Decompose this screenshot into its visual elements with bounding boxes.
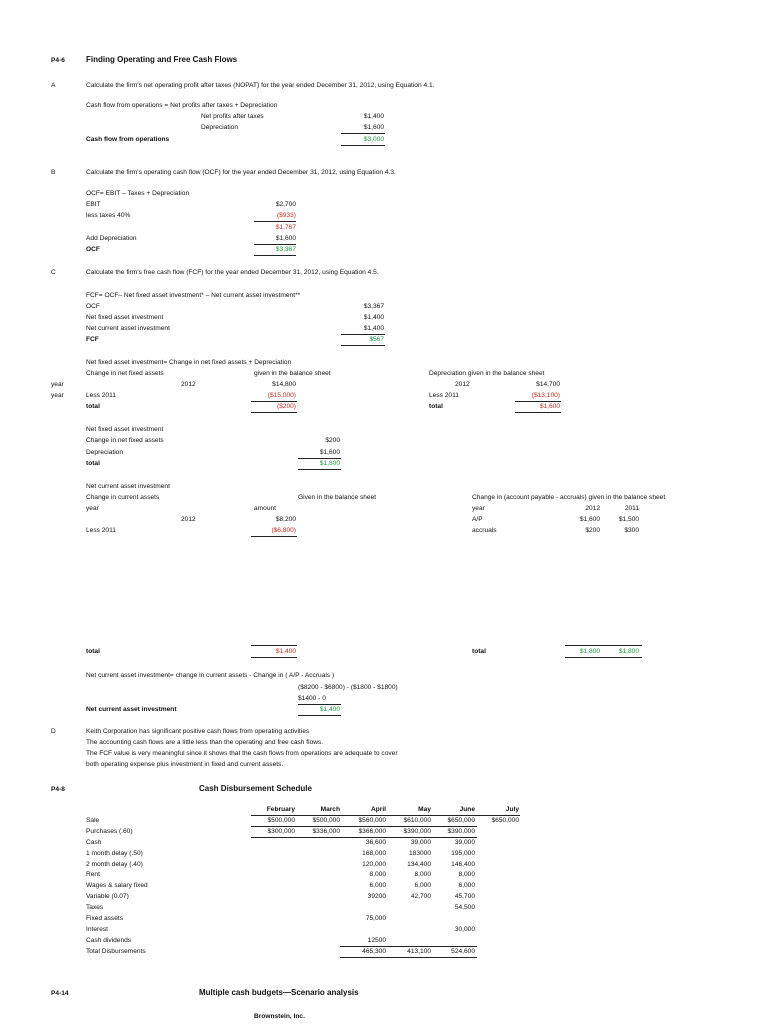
year-2012: 2012 <box>181 381 196 388</box>
year-label: year <box>472 505 485 512</box>
table-row-label: 2 month delay (.40) <box>86 860 143 868</box>
total-value: $567 <box>369 336 384 343</box>
nfa-2012-value: $14,800 <box>272 381 296 388</box>
less-2011-label: Less 2011 <box>86 392 116 399</box>
row-label: Depreciation <box>201 124 239 131</box>
month-header: April <box>370 806 386 813</box>
year-label: year <box>51 381 64 388</box>
table-row-label: Wages & salary fixed <box>86 882 148 890</box>
accr-2011-value: $300 <box>624 527 639 534</box>
row-label: OCF <box>86 303 100 310</box>
table-cell: $336,000 <box>312 827 340 835</box>
row-label: A/P <box>472 516 483 523</box>
table-row-label: Sale <box>86 816 100 824</box>
table-cell: 12500 <box>367 936 386 944</box>
month-header: March <box>320 806 340 813</box>
part-letter-a: A <box>51 82 56 89</box>
table-cell: 183000 <box>408 849 431 857</box>
table-row-label: Variable (0.07) <box>86 893 129 901</box>
table-cell: 146,400 <box>451 860 475 868</box>
part-d-line: The FCF value is very meaningful since it shows that the cash flows from operations are adequate to cover <box>86 750 398 757</box>
table-row-label: Total Disbursements <box>86 947 146 955</box>
part-d-line: The accounting cash flows are a little less than the operating and free cash flows. <box>86 739 324 746</box>
table-cell: 39200 <box>367 893 386 901</box>
total-label: total <box>86 460 100 467</box>
part-letter-b: B <box>51 169 56 176</box>
ncai-block-title: Net current asset investment <box>86 483 170 490</box>
table-cell: 195,000 <box>451 849 475 857</box>
part-b-question: Calculate the firm's operating cash flow (OCF) for the year ended December 31, 2012, using Equation 4.3. <box>86 169 396 176</box>
total-value: $3,000 <box>363 136 384 143</box>
section-title: Multiple cash budgets—Scenario analysis <box>199 988 359 997</box>
table-cell: 8,000 <box>458 871 475 879</box>
part-letter-c: C <box>51 269 56 276</box>
row-label: Add Depreciation <box>86 235 137 242</box>
table-rule <box>251 837 477 838</box>
table-cell: 8,000 <box>414 871 431 879</box>
cl-total-value-2011: $1,800 <box>618 648 639 655</box>
row-value: $1,600 <box>363 124 384 131</box>
year-2012: 2012 <box>181 516 196 523</box>
table-row-label: Cash dividends <box>86 936 132 944</box>
table-cell: $366,000 <box>358 827 386 835</box>
row-value: $200 <box>325 437 340 444</box>
ap-2011-value: $1,500 <box>618 516 639 523</box>
table-cell: 6,000 <box>414 882 431 890</box>
nfa-2011-value: ($15,000) <box>267 392 296 399</box>
row-value: $1,400 <box>363 325 384 332</box>
month-header: July <box>505 806 519 813</box>
part-c-formula: FCF= OCF– Net fixed asset investment* – Net current asset investment** <box>86 292 301 299</box>
section-title: Cash Disbursement Schedule <box>199 784 312 793</box>
row-label: Change in net fixed assets <box>86 437 164 444</box>
dep-2012-value: $14,700 <box>536 381 560 388</box>
problem-code-p4-6: P4-6 <box>51 57 65 64</box>
table-row-label: Interest <box>86 925 108 933</box>
underline <box>341 133 385 134</box>
table-row-label: Cash <box>86 838 102 846</box>
ca-total-value: $1,400 <box>275 648 296 655</box>
amount-label: amount <box>254 505 276 512</box>
row-label: EBIT <box>86 201 101 208</box>
problem-code-p4-8: P4-8 <box>51 786 65 793</box>
total-label: OCF <box>86 246 100 253</box>
less-2011-label: Less 2011 <box>86 527 116 534</box>
company-name: Brownstein, Inc. <box>254 1013 305 1020</box>
part-a-formula: Cash flow from operations = Net profits after taxes + Depreciation <box>86 102 278 109</box>
table-cell: $560,000 <box>358 816 386 824</box>
ncai-value: $1,400 <box>319 706 340 713</box>
underline <box>251 536 297 537</box>
underline <box>251 645 297 646</box>
total-label: Cash flow from operations <box>86 136 170 143</box>
underline <box>251 412 297 413</box>
less-2011-label: Less 2011 <box>429 392 459 399</box>
table-cell: $610,000 <box>403 816 431 824</box>
table-row-label: Purchases (.60) <box>86 827 133 835</box>
nfai-formula: Net fixed asset investment= Change in net fixed assets + Depreciation <box>86 359 292 366</box>
ap-2012-value: $1,600 <box>579 516 600 523</box>
table-cell: 36,600 <box>365 838 386 846</box>
row-label: Net profits after taxes <box>201 113 264 120</box>
table-cell: 39,000 <box>410 838 431 846</box>
year-2011: 2011 <box>624 505 639 512</box>
underline <box>515 412 561 413</box>
table-cell: 39,000 <box>454 838 475 846</box>
month-header: February <box>266 806 295 813</box>
total-value: $3,367 <box>275 246 296 253</box>
nfai-block-title: Net fixed asset investment <box>86 426 164 433</box>
table-cell: $300,000 <box>267 827 295 835</box>
underline <box>341 345 385 346</box>
total-label: total <box>472 648 486 655</box>
cl-total-value-2012: $1,800 <box>579 648 600 655</box>
row-label: less taxes 40% <box>86 212 131 219</box>
underline <box>565 645 642 646</box>
table-rule <box>340 946 477 947</box>
ca-2011-value: ($6,800) <box>271 527 296 534</box>
ncai-step-1: ($8200 - $6800) - ($1800 - $1800) <box>298 684 398 691</box>
table-cell: $650,000 <box>447 816 475 824</box>
table-rule <box>251 815 520 816</box>
underline <box>254 221 296 222</box>
table-cell: 6,000 <box>458 882 475 890</box>
table-cell: $650,000 <box>491 816 519 824</box>
ncai-formula: Net current asset investment= change in current assets - Change in ( A/P - Accruals ) <box>86 672 335 679</box>
underline <box>298 469 341 470</box>
table-cell: $500,000 <box>312 816 340 824</box>
table-cell: 45,700 <box>454 893 475 901</box>
total-label: total <box>429 403 443 410</box>
problem-code-p4-14: P4-14 <box>51 990 69 997</box>
table-cell: 6,000 <box>369 882 386 890</box>
row-value: $1,400 <box>363 113 384 120</box>
table-cell: 54,500 <box>454 904 475 912</box>
table-row-label: Rent <box>86 871 100 879</box>
nfai-total-value: $1,800 <box>319 460 340 467</box>
table-rule <box>340 957 477 958</box>
row-value: ($933) <box>276 212 296 219</box>
month-header: May <box>418 806 431 813</box>
table-cell: 465,300 <box>362 947 386 955</box>
part-letter-d: D <box>51 728 56 735</box>
underline <box>565 657 642 658</box>
ca-2012-value: $8,200 <box>275 516 296 523</box>
underline <box>341 145 385 146</box>
dep-2011-value: ($13,100) <box>531 392 560 399</box>
nfa-heading: Change in net fixed assets <box>86 370 164 377</box>
year-label: year <box>86 505 99 512</box>
table-cell: 134,400 <box>407 860 431 868</box>
underline <box>254 255 296 256</box>
part-c-question: Calculate the firm's free cash flow (FCF) for the year ended December 31, 2012, using Equation 4.5. <box>86 269 379 276</box>
total-label: total <box>86 403 100 410</box>
accr-2012-value: $200 <box>585 527 600 534</box>
part-a-question: Calculate the firm's net operating profit after taxes (NOPAT) for the year ended December 31, 2012, using Equation 4.1. <box>86 82 435 89</box>
ca-heading: Change in current assets <box>86 494 160 501</box>
row-label: accruals <box>472 527 497 534</box>
row-label: Net current asset investment <box>86 325 170 332</box>
table-cell: 42,700 <box>410 893 431 901</box>
table-row-label: Taxes <box>86 904 104 912</box>
table-cell: 524,600 <box>451 947 475 955</box>
ncai-step-2: $1400 - 0 <box>298 695 326 702</box>
section-title: Finding Operating and Free Cash Flows <box>86 55 238 64</box>
table-cell: 168,000 <box>362 849 386 857</box>
table-row-label: 1 month delay (.50) <box>86 849 143 857</box>
year-label: year <box>51 392 64 399</box>
row-label: Net fixed asset investment <box>86 314 164 321</box>
part-d-line: Keith Corporation has significant positive cash flows from operating activities <box>86 728 310 735</box>
dep-heading: Depreciation given in the balance sheet <box>429 370 545 377</box>
table-cell: $390,000 <box>403 827 431 835</box>
table-cell: 413,100 <box>407 947 431 955</box>
table-cell: 75,000 <box>365 915 386 922</box>
subtotal-value: $1,767 <box>275 224 296 231</box>
row-value: $1,400 <box>363 314 384 321</box>
year-2012: 2012 <box>455 381 470 388</box>
nfa-total-value: ($200) <box>276 403 296 410</box>
cl-heading: Change in (account payable - accruals) given in the balance sheet <box>472 494 666 501</box>
year-2012: 2012 <box>585 505 600 512</box>
underline <box>251 657 297 658</box>
row-value: $3,367 <box>363 303 384 310</box>
table-rule <box>251 826 477 827</box>
table-cell: $390,000 <box>447 827 475 835</box>
table-cell: 8,000 <box>369 871 386 879</box>
dep-total-value: $1,600 <box>539 403 560 410</box>
table-cell: $500,000 <box>267 816 295 824</box>
underline <box>298 715 341 716</box>
part-b-formula: OCF= EBIT – Taxes + Depreciation <box>86 190 190 197</box>
row-label: Depreciation <box>86 449 124 456</box>
table-row-label: Fixed assets <box>86 915 124 922</box>
total-label: FCF <box>86 336 99 343</box>
row-value: $1,600 <box>319 449 340 456</box>
month-header: June <box>459 806 475 813</box>
table-cell: 30,000 <box>454 925 475 933</box>
part-d-line: both operating expense plus investment in fixed and current assets. <box>86 761 284 768</box>
ca-given: Given in the balance sheet <box>298 494 377 501</box>
ncai-label: Net current asset investment <box>86 706 177 713</box>
nfa-given: given in the balance sheet <box>254 370 331 377</box>
row-value: $2,700 <box>275 201 296 208</box>
total-label: total <box>86 648 100 655</box>
table-cell: 120,000 <box>362 860 386 868</box>
row-value: $1,600 <box>275 235 296 242</box>
